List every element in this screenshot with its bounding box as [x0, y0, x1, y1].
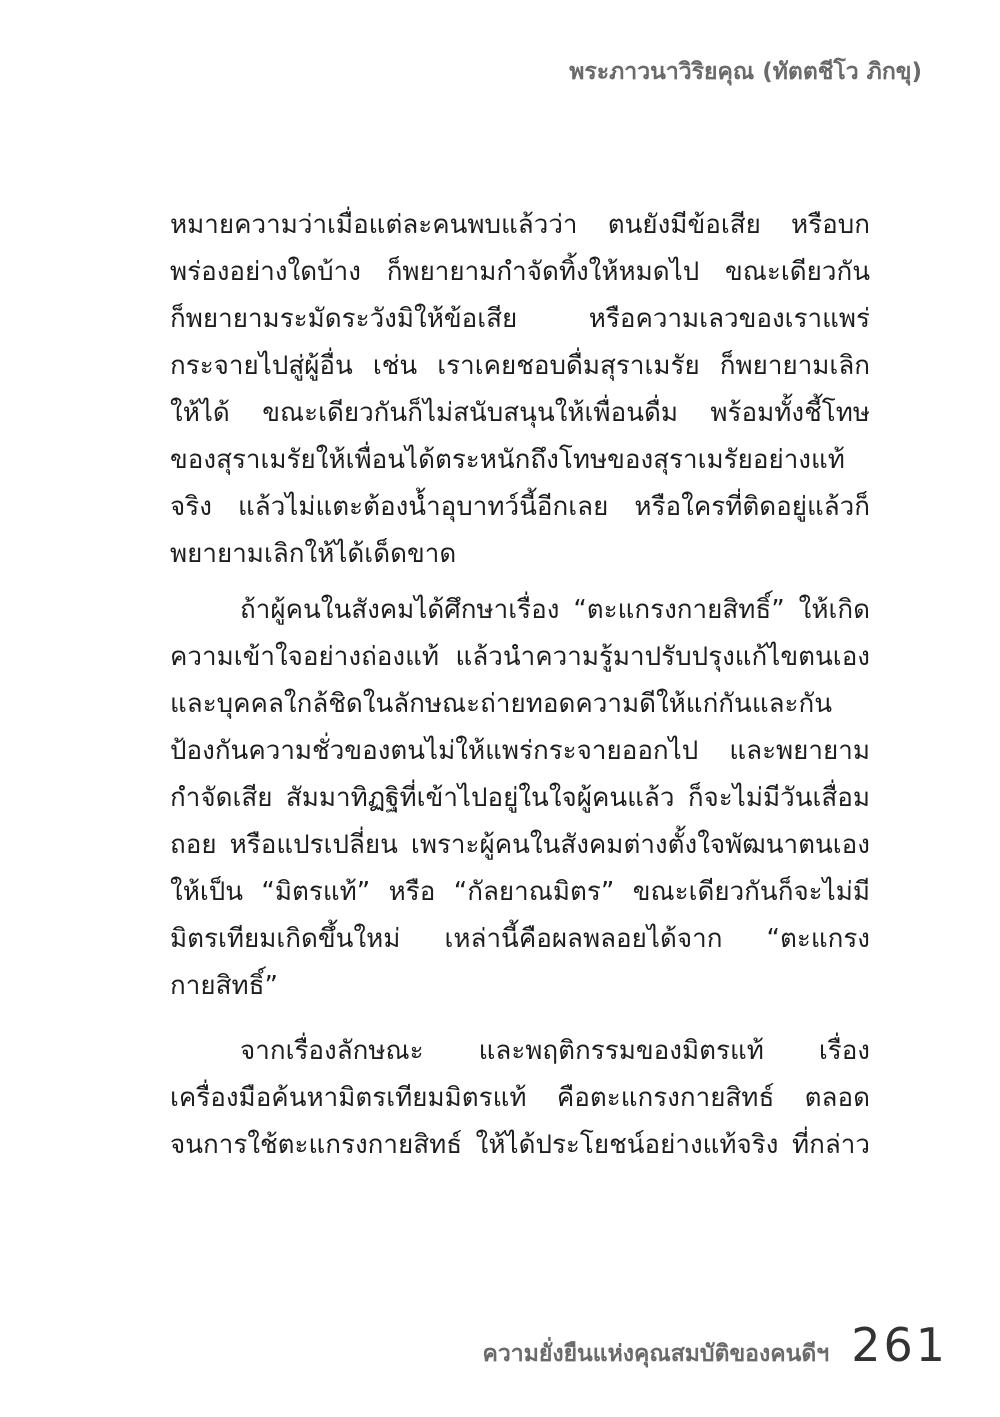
- page-footer: [483, 1318, 949, 1372]
- paragraph-1: [170, 202, 870, 578]
- text-line: ให้ได้ ขณะเดียวกันก็ไม่สนับสนุนให้เพื่อนดื่ม พร้อมทั้งชี้โทษ: [170, 398, 870, 428]
- paragraph-2: [170, 587, 870, 1010]
- text-line: เครื่องมือค้นหามิตรเทียมมิตรแท้ คือตะแกรงกายสิทธ์ ตลอด: [170, 1083, 870, 1113]
- paragraph-3: [170, 1028, 870, 1169]
- text-line: ความเข้าใจอย่างถ่องแท้ แล้วนำความรู้มาปรับปรุงแก้ไขตนเอง: [170, 642, 870, 672]
- text-line: ป้องกันความชั่วของตนไม่ให้แพร่กระจายออกไป และพยายาม: [170, 736, 870, 766]
- footer-book-title: ความยั่งยืนแห่งคุณสมบัติของคนดีฯ: [482, 1341, 830, 1367]
- text-line: ให้เป็น “มิตรแท้” หรือ “กัลยาณมิตร” ขณะเดียวกันก็จะไม่มี: [170, 877, 870, 907]
- page-number: 261: [851, 1318, 948, 1372]
- text-line: ของสุราเมรัยให้เพื่อนได้ตระหนักถึงโทษของสุราเมรัยอย่างแท้: [170, 445, 845, 475]
- text-line: กำจัดเสีย สัมมาทิฏฐิที่เข้าไปอยู่ในใจผู้คนแล้ว ก็จะไม่มีวันเสื่อม: [170, 783, 870, 813]
- running-header-author: พระภาวนาวิริยคุณ (ทัตตชีโว ภิกขุ): [569, 59, 922, 85]
- text-line: จากเรื่องลักษณะ และพฤติกรรมของมิตรแท้ เรื่อง: [240, 1036, 870, 1066]
- text-line: กระจายไปสู่ผู้อื่น เช่น เราเคยชอบดื่มสุราเมรัย ก็พยายามเลิก: [170, 351, 870, 381]
- text-line: ก็พยายามระมัดระวังมิให้ข้อเสีย หรือความเลวของเราแพร่: [170, 304, 870, 334]
- body-text: [170, 202, 870, 1169]
- text-line: ถ้าผู้คนในสังคมได้ศึกษาเรื่อง “ตะแกรงกายสิทธิ์” ให้เกิด: [240, 595, 870, 625]
- text-line: จนการใช้ตะแกรงกายสิทธ์ ให้ได้ประโยชน์อย่างแท้จริง ที่กล่าว: [170, 1130, 870, 1160]
- text-line: ถอย หรือแปรเปลี่ยน เพราะผู้คนในสังคมต่างตั้งใจพัฒนาตนเอง: [170, 830, 870, 860]
- text-line: และบุคคลใกล้ชิดในลักษณะถ่ายทอดความดีให้แก่กันและกัน: [170, 689, 832, 719]
- text-line: จริง แล้วไม่แตะต้องน้ำอุบาทว์นี้อีกเลย หรือใครที่ติดอยู่แล้วก็: [170, 492, 870, 522]
- text-line: พยายามเลิกให้ได้เด็ดขาด: [170, 539, 457, 569]
- text-line: พร่องอย่างใดบ้าง ก็พยายามกำจัดทิ้งให้หมดไป ขณะเดียวกัน: [170, 257, 870, 287]
- text-line: มิตรเทียมเกิดขึ้นใหม่ เหล่านี้คือผลพลอยได้จาก “ตะแกรง: [170, 924, 870, 954]
- text-line: กายสิทธิ์”: [170, 971, 278, 1001]
- text-line: หมายความว่าเมื่อแต่ละคนพบแล้วว่า ตนยังมีข้อเสีย หรือบก: [170, 210, 870, 240]
